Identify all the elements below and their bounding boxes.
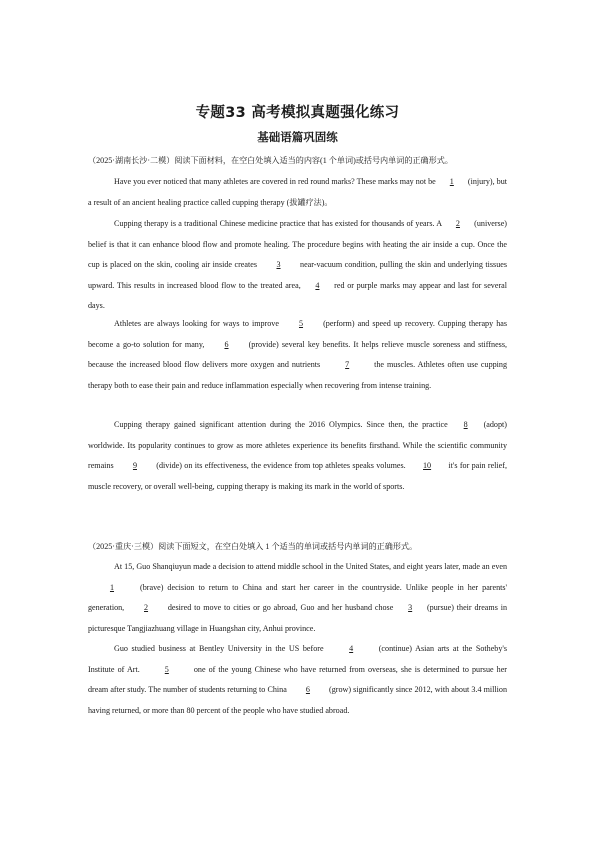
blank-7: 7 [345,360,350,369]
blank-8: 8 [463,420,468,429]
section2-instruction: （2025·重庆·三模）阅读下面短文，在空白处填入 1 个适当的单词或括号内单词的正确形式。 [88,542,418,551]
section1-paragraph-2: Cupping therapy is a traditional Chinese medicine practice that has existed for thousands of years. A 2 (universe) belief is that it can enhance blood flow and promote healing. The procedure begins with heating the air inside a cup. Once the cup is placed on the skin, cooling air inside creates 3 near-vacuum condition, pulling the skin and underlying tissues upward. This results in increased blood flow to the treated area, 4 red or purple marks may appear and last for several days. [88,214,507,317]
section1-instruction: （2025·湖南长沙·二模）阅读下面材料，在空白处填入适当的内容(1 个单词)或括号内单词的正确形式。 [88,156,453,165]
blank-s2-3: 3 [408,603,413,612]
section2-paragraph-1: At 15, Guo Shanqiuyun made a decision to attend middle school in the United States, and eight years later, made an even 1 (brave) decision to return to China and start her career in the countryside. Unlike people in her parents' generation, 2 desired to move to cities or go abroad, Guo and her husband chose 3 (pursue) their dreams in picturesque Tangjiazhuang village in Huangshan city, Anhui province. [88,562,507,633]
section1-paragraph-1: Have you ever noticed that many athletes are covered in red round marks? These marks may not be 1 (injury), but a result of an ancient healing practice called cupping therapy (拔罐疗法)。 [88,172,507,213]
blank-s2-6: 6 [305,685,310,694]
blank-9: 9 [132,461,137,470]
page-subtitle: 基础语篇巩固练 [257,130,338,144]
blank-3: 3 [276,260,281,269]
section1-paragraph-4: Cupping therapy gained significant attention during the 2016 Olympics. Since then, the practice 8 (adopt) worldwide. Its popularity continues to grow as more athletes experience its benefits firsthand. While the scientific community remains 9 (divide) on its effectiveness, the evidence from top athletes speaks volumes. 10 it's for pain relief, muscle recovery, or overall well-being, cupping therapy is making its mark in the world of sports. [88,415,507,497]
blank-2: 2 [455,219,460,228]
blank-s2-1: 1 [109,582,115,592]
blank-1: 1 [449,177,454,186]
blank-s2-5: 5 [164,664,169,674]
section1-paragraph-3: Athletes are always looking for ways to improve 5 (perform) and speed up recovery. Cupping therapy has become a go-to solution for many, 6 (provide) several key benefits. It helps relieve muscle soreness and stiffness, because the increased blood flow delivers more oxygen and nutrients 7 the muscles. Athletes often use cupping therapy both to ease their pain and reduce inflammation especially when recovering from intense training. [88,314,507,396]
blank-5: 5 [298,319,304,328]
section2-paragraph-2: Guo studied business at Bentley University in the US before 4 (continue) Asian arts at the Sotheby's Institute of Art. 5 one of the young Chinese who have returned from overseas, she is determined to pursue her dream after study. The number of students returning to China 6 (grow) significantly since 2012, with about 3.4 million having returned, or more than 80 percent of the people who have studied abroad. [88,639,507,721]
blank-6: 6 [224,339,229,349]
blank-s2-2: 2 [144,603,149,612]
blank-4: 4 [315,280,320,290]
page-title: 专题33 高考模拟真题强化练习 [195,105,400,121]
blank-10: 10 [423,461,432,470]
blank-s2-4: 4 [349,644,354,653]
